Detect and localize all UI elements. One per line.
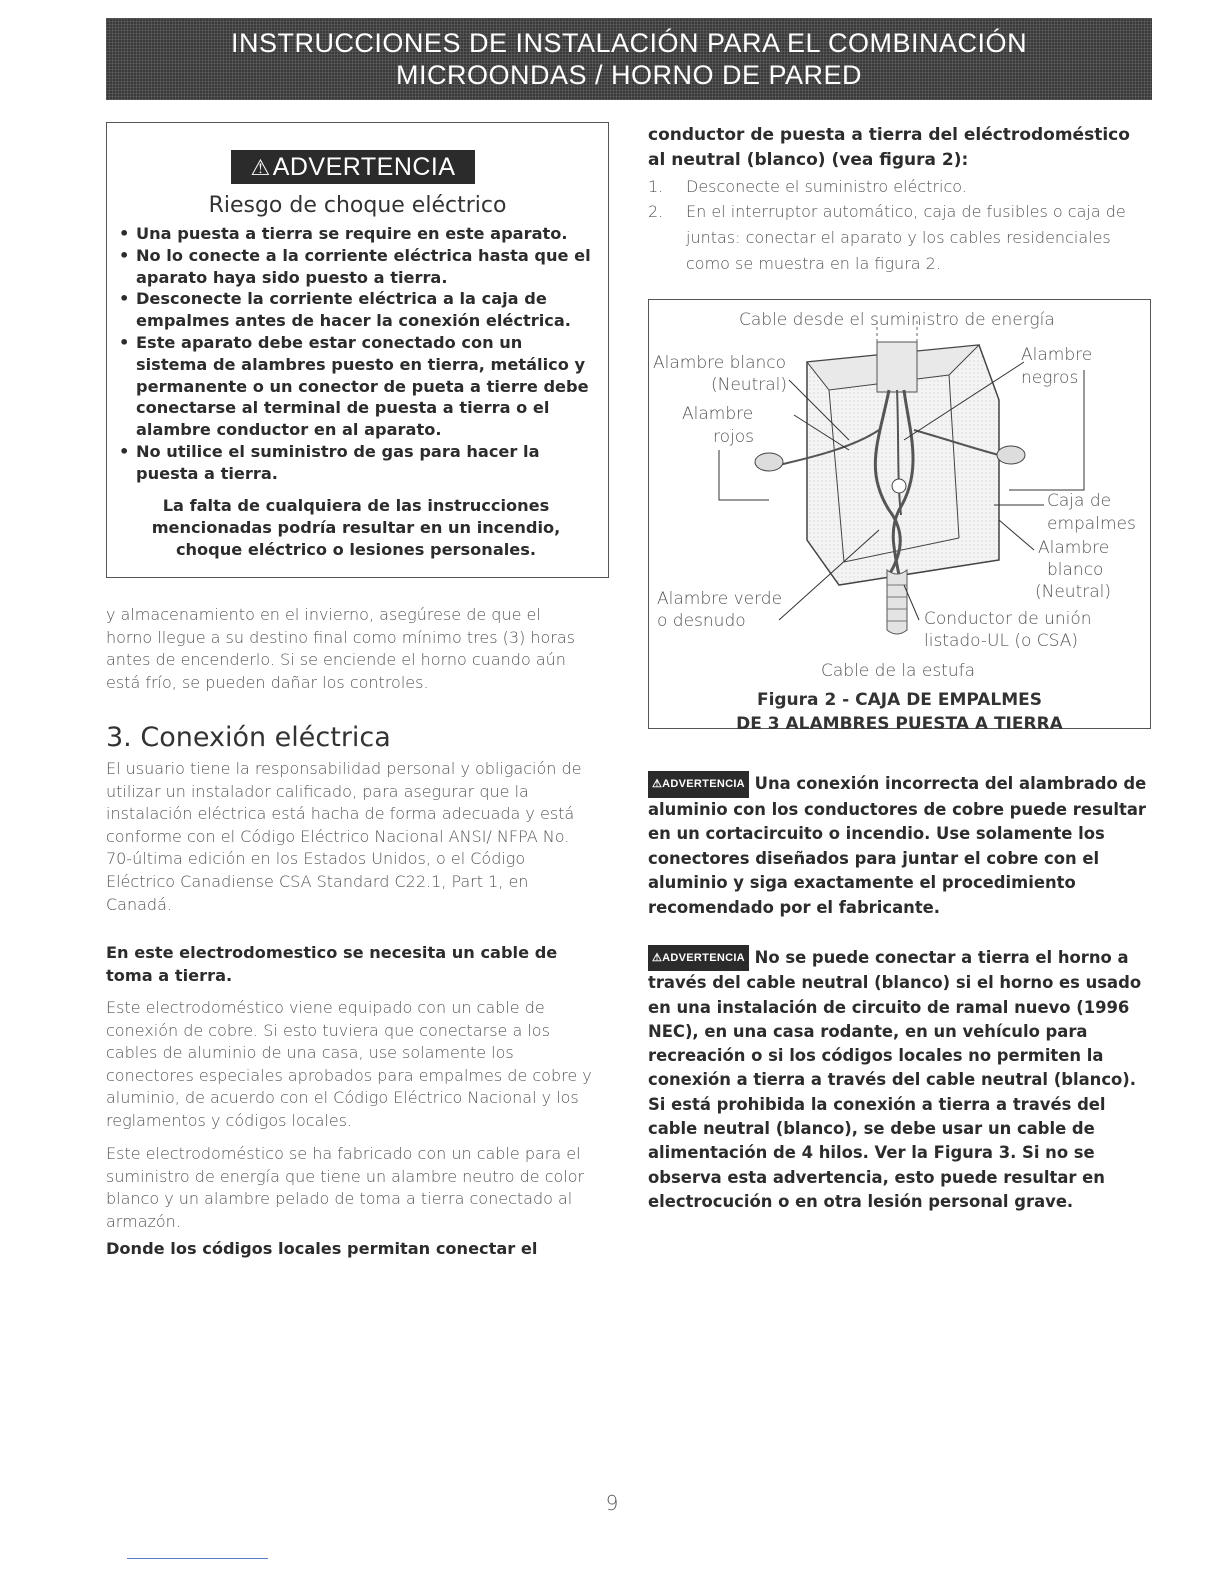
ground-paragraph-2: Este electrodoméstico se ha fabricado con un cable para el suministro de energía que tiene un alambre neutro de color blanco y un alambre pelado de toma a tierra conectado al armazón. (106, 1144, 585, 1231)
step-number: 1. (648, 177, 664, 196)
ground-paragraph-3: Donde los códigos locales permitan conectar el (106, 1239, 538, 1258)
shock-warning-box (106, 122, 609, 578)
warning-triangle-icon: ⚠ (652, 952, 663, 964)
white-wire-2-label: Alambre (1038, 538, 1110, 558)
step-number: 2. (648, 201, 664, 221)
white-wire-neutral-label: (Neutral) (711, 375, 788, 395)
figure-caption-line-1: Figura 2 - CAJA DE EMPALMES (756, 690, 1043, 710)
list-item: • Una puesta a tierra se require en este aparato. (117, 223, 595, 245)
inline-warning-label (648, 945, 749, 971)
inline-warning-text: ADVERTENCIA (662, 778, 745, 790)
hazard-title: Riesgo de choque eléctrico (208, 193, 507, 218)
red-wire-label: Alambre (682, 404, 754, 424)
inline-warning-text: ADVERTENCIA (662, 952, 745, 964)
junction-box-label-b: empalmes (1047, 514, 1136, 534)
warning-consequence: La falta de cualquiera de las instrucciones mencionadas podría resultar en un incendio, choque eléctrico o lesiones personales. (151, 496, 561, 559)
warning-triangle-icon: ⚠ (250, 155, 271, 180)
header-line-2: MICROONDAS / HORNO DE PARED (395, 60, 863, 90)
page-number: 9 (605, 1491, 619, 1515)
list-item: • No lo conecte a la corriente eléctrica hasta que el aparato haya sido puesto a tierra. (117, 245, 595, 289)
green-wire-label: Alambre verde (657, 589, 783, 609)
list-item (648, 199, 1153, 277)
continue-heading: conductor de puesta a tierra del eléctrodoméstico al neutral (blanco) (vea figura 2): (648, 125, 1130, 170)
white-wire-label: Alambre blanco (653, 353, 787, 373)
step-text: En el interruptor automático, caja de fusibles o caja de juntas: conectar el aparato y los cables residenciales como se muestra en la figura 2. (686, 201, 1126, 273)
neutral-ground-warning-text: No se puede conectar a tierra el horno a través del cable neutral (blanco) si el horno es usado en una instalación de circuito de ramal nuevo (1996 NEC), en una casa rodante, en un vehículo para recreación o si los códigos locales no permiten la conexión a tierra a través del cable neutral (blanco). Si está prohibida la conexión a tierra a través del cable neutral (blanco), se debe usar un cable de alimentación de 4 hilos. Ver la Figura 3. Si no se observa esta advertencia, esto puede resultar en electrocución o en otra lesión personal grave. (648, 948, 1142, 1211)
warning-label-text: ADVERTENCIA (272, 153, 456, 181)
list-item: • Este aparato debe estar conectado con un sistema de alambres puesto en tierra, metálico y permanente o un conector de pueta a tierre debe conectarse al terminal de puesta a tierra o el alambre conductor en al aparato. (117, 332, 595, 441)
figure-2-box (648, 299, 1151, 734)
red-wire-label-b: rojos (713, 427, 754, 447)
range-cable-label: Cable de la estufa (821, 661, 976, 681)
list-item (648, 176, 1153, 199)
list-item: • Desconecte la corriente eléctrica a la caja de empalmes antes de hacer la conexión eléctrica. (117, 288, 595, 332)
conduit-label-b: listado-UL (o CSA) (924, 631, 1079, 651)
black-wire-label-b: negros (1021, 368, 1079, 388)
black-wire-label: Alambre (1021, 345, 1093, 365)
intro-paragraph: y almacenamiento en el invierno, asegúrese de que el horno llegue a su destino final como mínimo tres (3) horas antes de encenderlo. Si se enciende el horno cuando aún está frío, se pueden dañar los controles. (106, 605, 576, 692)
header-banner (106, 18, 1152, 100)
ground-heading: En este electrodomestico se necesita un cable de toma a tierra. (106, 943, 558, 985)
white-wire-2-label-c: (Neutral) (1035, 582, 1112, 602)
ground-paragraph-1: Este electrodoméstico viene equipado con un cable de conexión de cobre. Si esto tuviera que conectarse a los cables de aluminio de una casa, use solamente los conectores especiales aprobados para empalmes de cobre y aluminio, de acuerdo con el Código Eléctrico Nacional y los reglamentos y códigos locales. (106, 998, 592, 1130)
steps-list (648, 176, 1153, 277)
figure-caption-line-2: DE 3 ALAMBRES PUESTA A TIERRA (736, 714, 1063, 734)
neutral-ground-warning (648, 945, 1151, 1214)
figure-caption (649, 688, 1150, 736)
conduit-label: Conductor de unión (924, 609, 1092, 629)
inline-warning-label (648, 771, 749, 798)
section-title: 3. Conexión eléctrica (106, 722, 391, 753)
hazard-list (117, 223, 595, 485)
junction-box-label: Caja de (1047, 491, 1112, 511)
warning-triangle-icon: ⚠ (652, 778, 663, 790)
supply-cable-label: Cable desde el suministro de energía (739, 310, 1055, 330)
header-line-1: INSTRUCCIONES DE INSTALACIÓN PARA EL COMBINACIÓN (230, 28, 1028, 58)
white-wire-2-label-b: blanco (1047, 560, 1104, 580)
warning-label (231, 150, 475, 184)
green-wire-label-b: o desnudo (657, 611, 746, 631)
list-item: • No utilice el suministro de gas para hacer la puesta a tierra. (117, 441, 595, 485)
aluminum-warning-text: Una conexión incorrecta del alambrado de aluminio con los conductores de cobre puede resultar en un cortacircuito o incendio. Use solamente los conectores diseñados para juntar el cobre con el aluminio y siga exactamente el procedimiento recomendado por el fabricante. (648, 774, 1147, 917)
footer-line (127, 1558, 268, 1559)
aluminum-warning (648, 771, 1148, 920)
section-body: El usuario tiene la responsabilidad personal y obligación de utilizar un instalador calificado, para asegurar que la instalación eléctrica está hacha de forma adecuada y está conforme con el Código Eléctrico Nacional ANSI/ NFPA No. 70-última edición en los Estados Unidos, o el Código Eléctrico Canadiense CSA Standard C22.1, Part 1, en Canadá. (106, 759, 582, 914)
step-text: Desconecte el suministro eléctrico. (686, 177, 967, 196)
